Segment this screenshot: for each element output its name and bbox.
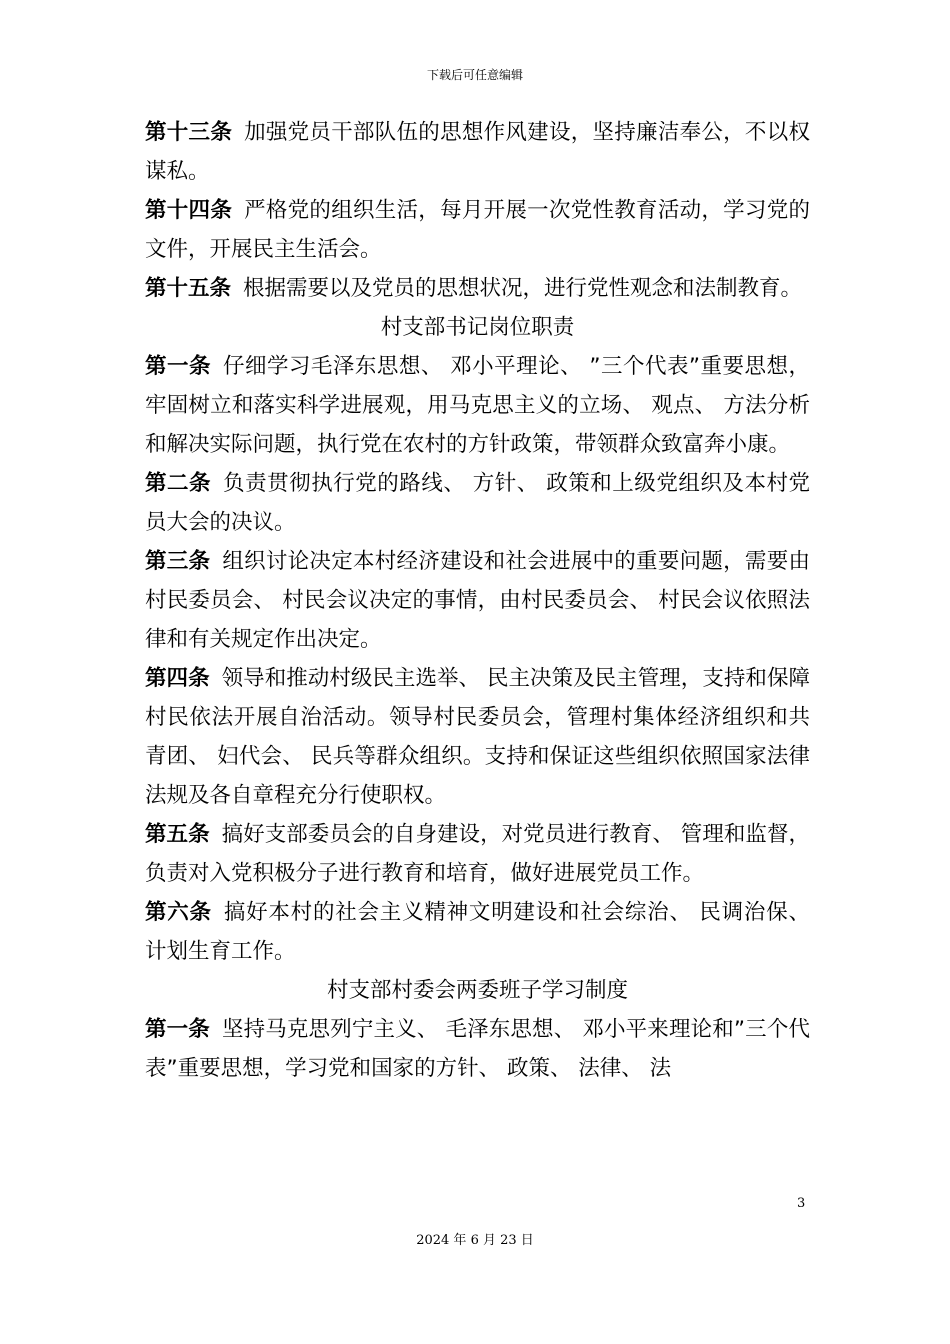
article-text: 加强党员干部队伍的思想作风建设，坚持廉洁奉公，不以权谋私。 [145,120,810,184]
document-body [145,113,810,1088]
article-text: 搞好支部委员会的自身建设，对党员进行教育、 管理和监督，负责对入党积极分子进行教育和培育，做好进展党员工作。 [145,822,810,886]
section-title: 村支部书记岗位职责 [380,315,575,340]
page-header: 下载后可任意编辑 [426,68,523,82]
article [145,1010,810,1088]
article-label: 第二条 [145,471,212,496]
article-text: 领导和推动村级民主选举、 民主决策及民主管理，支持和保障村民依法开展自治活动。领导村民委员会，管理村集体经济组织和共青团、 妇代会、 民兵等群众组织。支持和保证这些组织依照国家法律法规及各自章程充分行使职权。 [145,666,810,808]
article [145,464,810,542]
page-number: 3 [797,1196,806,1211]
footer-date: 2024 年 6 月 23 日 [416,1233,534,1248]
article [145,893,810,971]
article [145,191,810,269]
article-label: 第十四条 [145,198,233,223]
article [145,542,810,659]
article-text: 组织讨论决定本村经济建设和社会进展中的重要问题，需要由村民委员会、 村民会议决定的事情，由村民委员会、 村民会议依照法律和有关规定作出决定。 [145,549,810,652]
article-text: 搞好本村的社会主义精神文明建设和社会综治、 民调治保、 计划生育工作。 [145,900,810,964]
article [145,659,810,815]
article-text: 坚持马克思列宁主义、 毛泽东思想、 邓小平来理论和”三个代表”重要思想，学习党和国家的方针、 政策、 法律、 法 [145,1017,810,1081]
article [145,113,810,191]
article-label: 第三条 [145,549,211,574]
article-label: 第一条 [145,1017,210,1042]
article-text: 负责贯彻执行党的路线、 方针、 政策和上级党组织及本村党员大会的决议。 [145,471,810,535]
article-text: 根据需要以及党员的思想状况，进行党性观念和法制教育。 [243,276,803,301]
article-text: 严格党的组织生活，每月开展一次党性教育活动，学习党的文件，开展民主生活会。 [145,198,810,262]
article-label: 第五条 [145,822,210,847]
article-label: 第十五条 [145,276,232,301]
article-label: 第一条 [145,354,211,379]
article [145,815,810,893]
article-label: 第十三条 [145,120,233,145]
article-label: 第六条 [145,900,212,925]
article [145,269,810,308]
article-text: 仔细学习毛泽东思想、 邓小平理论、 ”三个代表”重要思想，牢固树立和落实科学进展观，用马克思主义的立场、 观点、 方法分析和解决实际问题，执行党在农村的方针政策，带领群众致富奔小康。 [145,354,810,457]
article-label: 第四条 [145,666,210,691]
section-title: 村支部村委会两委班子学习制度 [326,978,628,1003]
article [145,347,810,464]
